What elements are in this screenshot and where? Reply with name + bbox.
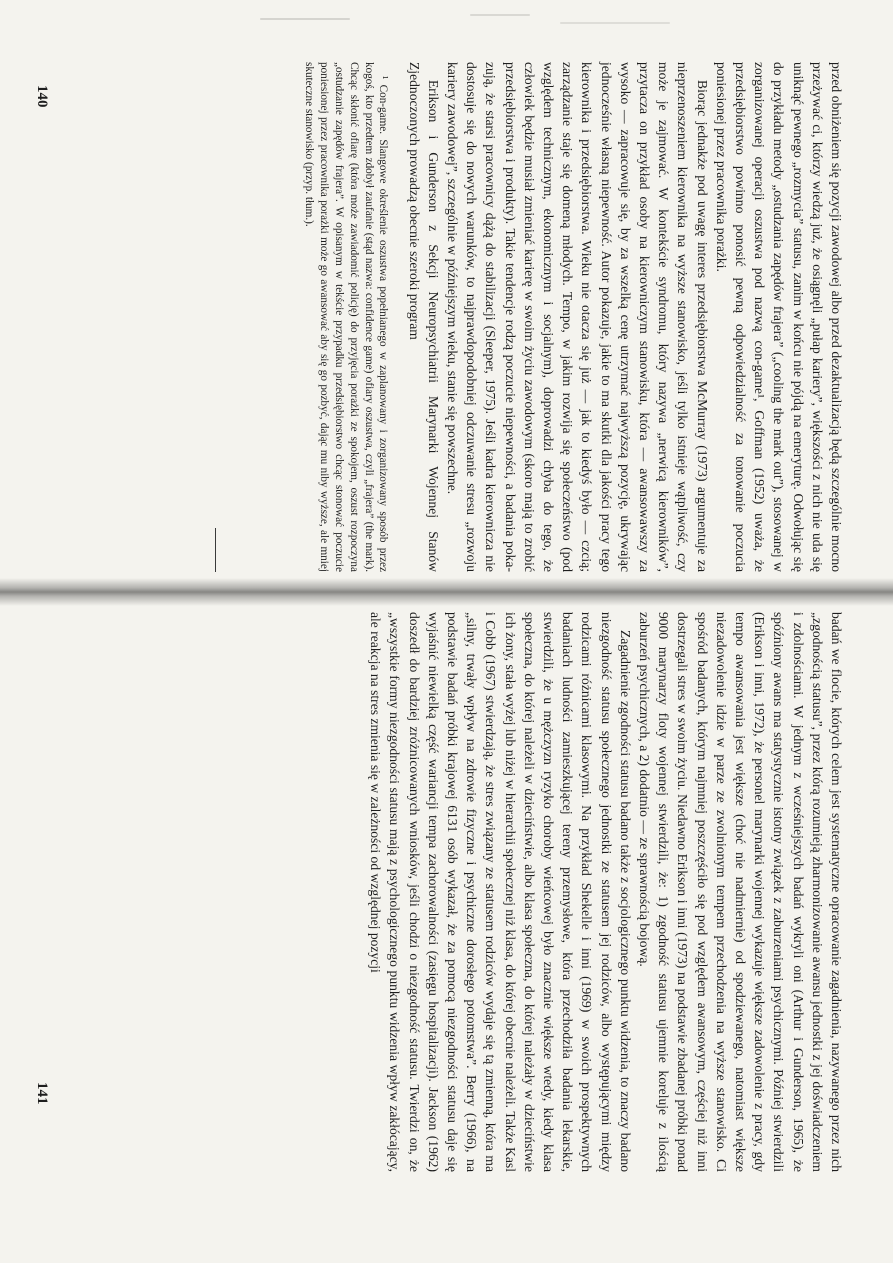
page-140-paragraph-2: Biorąc jednakże pod uwagę interes przedsiębiorstwa McMurray (1973) argumentuje za nieprzenoszeniem kierownika na wyższe stanowisko, jeśli tylko istnieje wątpliwość, czy może je zajmować. W kontekście syndromu, który nazywa „nerwicą kierowników”, przytacza on przykład osoby na kierowniczym stanowisku, która — awansowawszy za wysoko — zapracowuje się, by za wszelką cenę utrzymać najwyższą pozycję, ukrywając jednocześnie własną niepewność. Autor pokazuje, jakie to ma skutki dla jakości pracy tego kierownika i przedsiębiorstwa. Wieku nie otacza się już — jak to kiedyś było — czcią; zarządzanie staje się domeną młodych. Tempo, w jakim rozwija się społeczeństwo (pod względem technicznym, ekonomicznym i socjalnym), doprowadzi chyba do tego, że człowiek będzie musiał zmieniać karierę w swoim życiu zawodowym (skoro mają to zrobić przedsiębiorstwa i produkty). Takie tendencje rodzą poczucie niepewności, a badania pokazują, że starsi pracownicy dążą do stabilizacji (Sleeper, 1975). Jeśli kadra kierownicza nie dostosuje się do nowych warunków, to najprawdopodobniej odczuwanie stresu „rozwoju kariery zawodowej”, szczególnie w późniejszym wieku, stanie się powszechne. [444,62,710,572]
scan-speck [560,22,670,24]
page-140-paragraph-3: Erikson i Gunderson z Sekcji Neuropsychiatrii Marynarki Wojennej Stanów Zjednoczonych prowadzą obecnie szeroki program [406,62,441,572]
footnote-separator-rule [215,528,216,572]
scan-speck [260,18,350,20]
footnote-text: ¹ Con-game. Slangowe określenie oszustwa popełnianego w zaplanowany i zorganizowany sposób przez kogoś, kto przedtem zdobył zaufanie (stąd nazwa: confidence game) ofiary oszustwa, czyli „frajera” (the mark). Chcąc skłonić ofiarę (która może zawiadomić policję) do przyjęcia porażki ze spokojem, oszust rozpoczyna „ostudzanie zapędów frajera”. W opisanym w tekście przypadku przedsiębiorstwo chcąc stonować poczucie poniesionej przez pracownika porażki może go awansować aby się go pozbyć, dając mu niby wyższe, ale mniej skuteczne stanowisko (przyp. tłum.). [303,62,390,572]
page-140-footnote [302,62,391,572]
page-141-paragraph-1: badań we flocie, których celem jest systematyczne opracowanie zagadnienia, nazywanego przez nich „zgodnością statusu”, przez którą rozumieją zharmonizowanie awansu jednostki z jej doświadczeniem i zdolnościami. W jednym z wcześniejszych badań wykryli oni (Arthur i Gunderson, 1965), że spóźniony awans ma statystycznie istotny związek z zaburzeniami psychicznymi. Później stwierdzili (Erikson i inni, 1972), że personel marynarki wojennej wykazuje większe zadowolenie z pracy, gdy tempo awansowania jest większe (choć nie nadmiernie) od spodziewanego, natomiast większe niezadowolenie idzie w parze ze zwolnionym tempem przechodzenia na wyższe stanowisko. Ci spośród badanych, którym najmniej poszczęściło się pod względem awansowym, częściej niż inni dostrzegali stres w swoim życiu. Niedawno Erikson i inni (1973) na podstawie zbadanej próbki ponad 9000 marynarzy floty wojennej stwierdzili, że: 1) zgodność statusu ujemnie koreluje z ilością zaburzeń psychicznych, a 2) dodatnio — ze sprawnością bojową. [636,612,844,1172]
page-141-body [366,612,846,1172]
scan-speck [470,14,530,16]
page-140-paragraph-1: przed obniżeniem się pozycji zawodowej albo przed dezaktualizacją będą szczególnie mocno przeżywać ci, którzy wiedzą już, że osiągnęli „pułap kariery”, większości z nich nie uda się uniknąć pewnego „rozmycia” statusu, zanim w końcu nie pójdą na emeryturę. Odwołując się do przykładu metody „ostudzania zapędów frajera” („cooling the mark out”), stosowanej w zorganizowanej operacji oszustwa pod nazwą con-game¹, Goffman (1952) uważa, że przedsiębiorstwo powinno ponosić pewną odpowiedzialność za tonowanie poczucia poniesionej przez pracownika porażki. [713,62,844,572]
page-141 [76,612,846,1172]
page-141-paragraph-2: Zagadnienie zgodności statusu badano także z socjologicznego punktu widzenia, to znaczy badano niezgodność statusu społecznego jednostki ze statusem jej rodziców, albo występującymi między rodzicami różnicami klasowymi. Na przykład Shekelle i inni (1969) w swoich prospektywnych badaniach ludności zamieszkującej tereny przemysłowe, która przechodziła badania lekarskie, stwierdzili, że u mężczyzn ryzyko choroby wieńcowej było znacznie większe wtedy, kiedy klasa społeczna, do której należeli w dzieciństwie, albo klasa społeczna, do której należały w dzieciństwie ich żony, stała wyżej lub niżej w hierarchii społecznej niż klasa, do której obecnie należeli. Także Kasl i Cobb (1967) stwierdzają, że stres związany ze statusem rodziców wydaje się tą zmienną, która ma „silny, trwały wpływ na zdrowie fizyczne i psychiczne dorosłego potomstwa”. Berry (1966), na podstawie badań próbki krajowej 6131 osób wykazał, że za pomocą niezgodności statusu daje się wyjaśnić niewielką część wariancji tempa zachorowalności (zasięgu hospitalizacji). Jackson (1962) doszedł do bardziej zróżnicowanych wniosków, jeśli chodzi o niezgodność statusu. Twierdzi on, że „wszystkie formy niezgodności statusu mają z psychologicznego punktu widzenia wpływ zakłócający, ale reakcja na stres zmienia się w zależności od względnej pozycji [368,612,633,1172]
page-140 [76,62,846,572]
book-gutter-shadow [0,578,893,606]
page-140-body [404,62,846,572]
page-number-140: 140 [34,85,50,108]
page-number-141: 141 [34,1082,50,1105]
